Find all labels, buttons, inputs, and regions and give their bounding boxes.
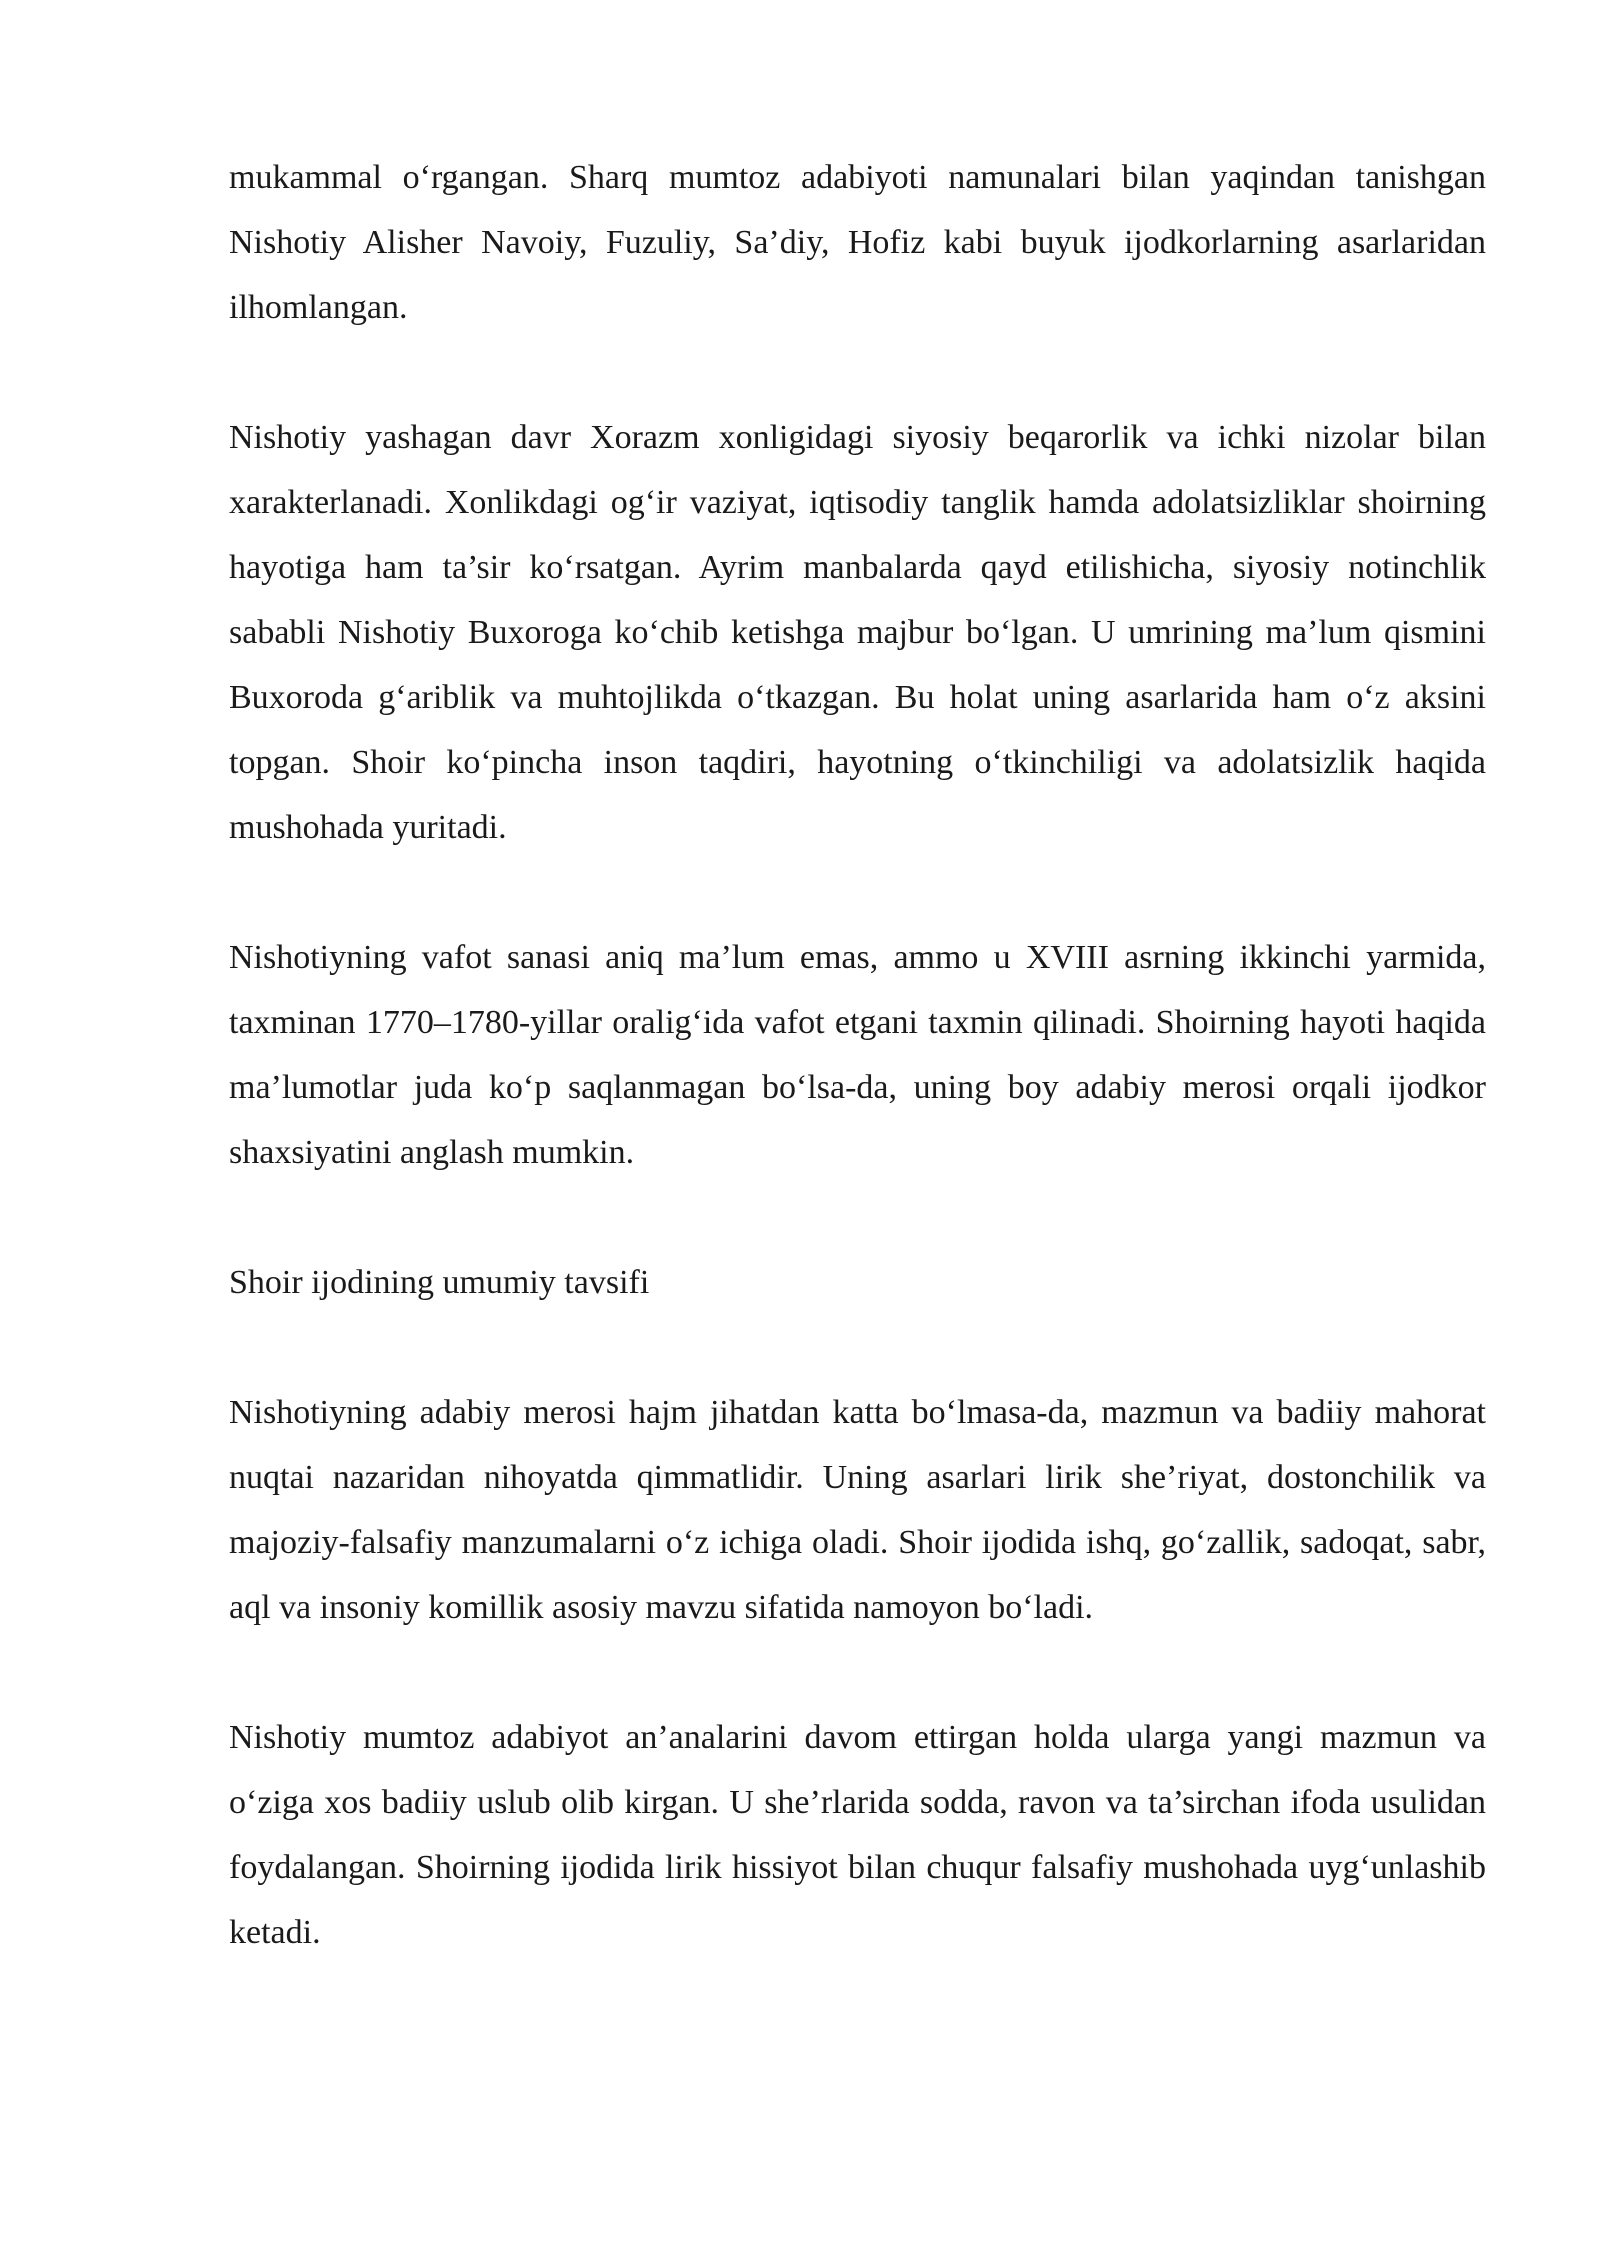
paragraph-5: Nishotiy mumtoz adabiyot an’analarini davom ettirgan holda ularga yangi mazmun va oʻziga xos badiiy uslub olib kirgan. U she’rlarida sodda, ravon va ta’sirchan ifoda usulidan foydalangan. Shoirning ijodida lirik hissiyot bilan chuqur falsafiy mushohada uygʻunlashib ketadi. xyxy=(229,1719,1486,1951)
paragraph-2: Nishotiy yashagan davr Xorazm xonligidagi siyosiy beqarorlik va ichki nizolar bilan xarakterlanadi. Xonlikdagi ogʻir vaziyat, iqtisodiy tanglik hamda adolatsizliklar shoirning hayotiga ham ta’sir koʻrsatgan. Ayrim manbalarda qayd etilishicha, siyosiy notinchlik sababli Nishotiy Buxoroga koʻchib ketishga majbur boʻlgan. U umrining ma’lum qismini Buxoroda gʻariblik va muhtojlikda oʻtkazgan. Bu holat uning asarlarida ham oʻz aksini topgan. Shoir koʻpincha inson taqdiri, hayotning oʻtkinchiligi va adolatsizlik haqida mushohada yuritadi. xyxy=(229,419,1486,846)
paragraph-4: Nishotiyning adabiy merosi hajm jihatdan katta boʻlmasa-da, mazmun va badiiy mahorat nuqtai nazaridan nihoyatda qimmatlidir. Uning asarlari lirik she’riyat, dostonchilik va majoziy-falsafiy manzumalarni oʻz ichiga oladi. Shoir ijodida ishq, goʻzallik, sadoqat, sabr, aql va insoniy komillik asosiy mavzu sifatida namoyon boʻladi. xyxy=(229,1394,1486,1626)
document-body xyxy=(229,145,1486,2030)
section-heading: Shoir ijodining umumiy tavsifi xyxy=(229,1264,650,1301)
paragraph-3: Nishotiyning vafot sanasi aniq ma’lum emas, ammo u XVIII asrning ikkinchi yarmida, taxminan 1770–1780-yillar oraligʻida vafot etgani taxmin qilinadi. Shoirning hayoti haqida ma’lumotlar juda koʻp saqlanmagan boʻlsa-da, uning boy adabiy merosi orqali ijodkor shaxsiyatini anglash mumkin. xyxy=(229,939,1486,1171)
paragraph-1: mukammal oʻrgangan. Sharq mumtoz adabiyoti namunalari bilan yaqindan tanishgan Nishotiy Alisher Navoiy, Fuzuliy, Sa’diy, Hofiz kabi buyuk ijodkorlarning asarlaridan ilhomlangan. xyxy=(229,159,1486,326)
